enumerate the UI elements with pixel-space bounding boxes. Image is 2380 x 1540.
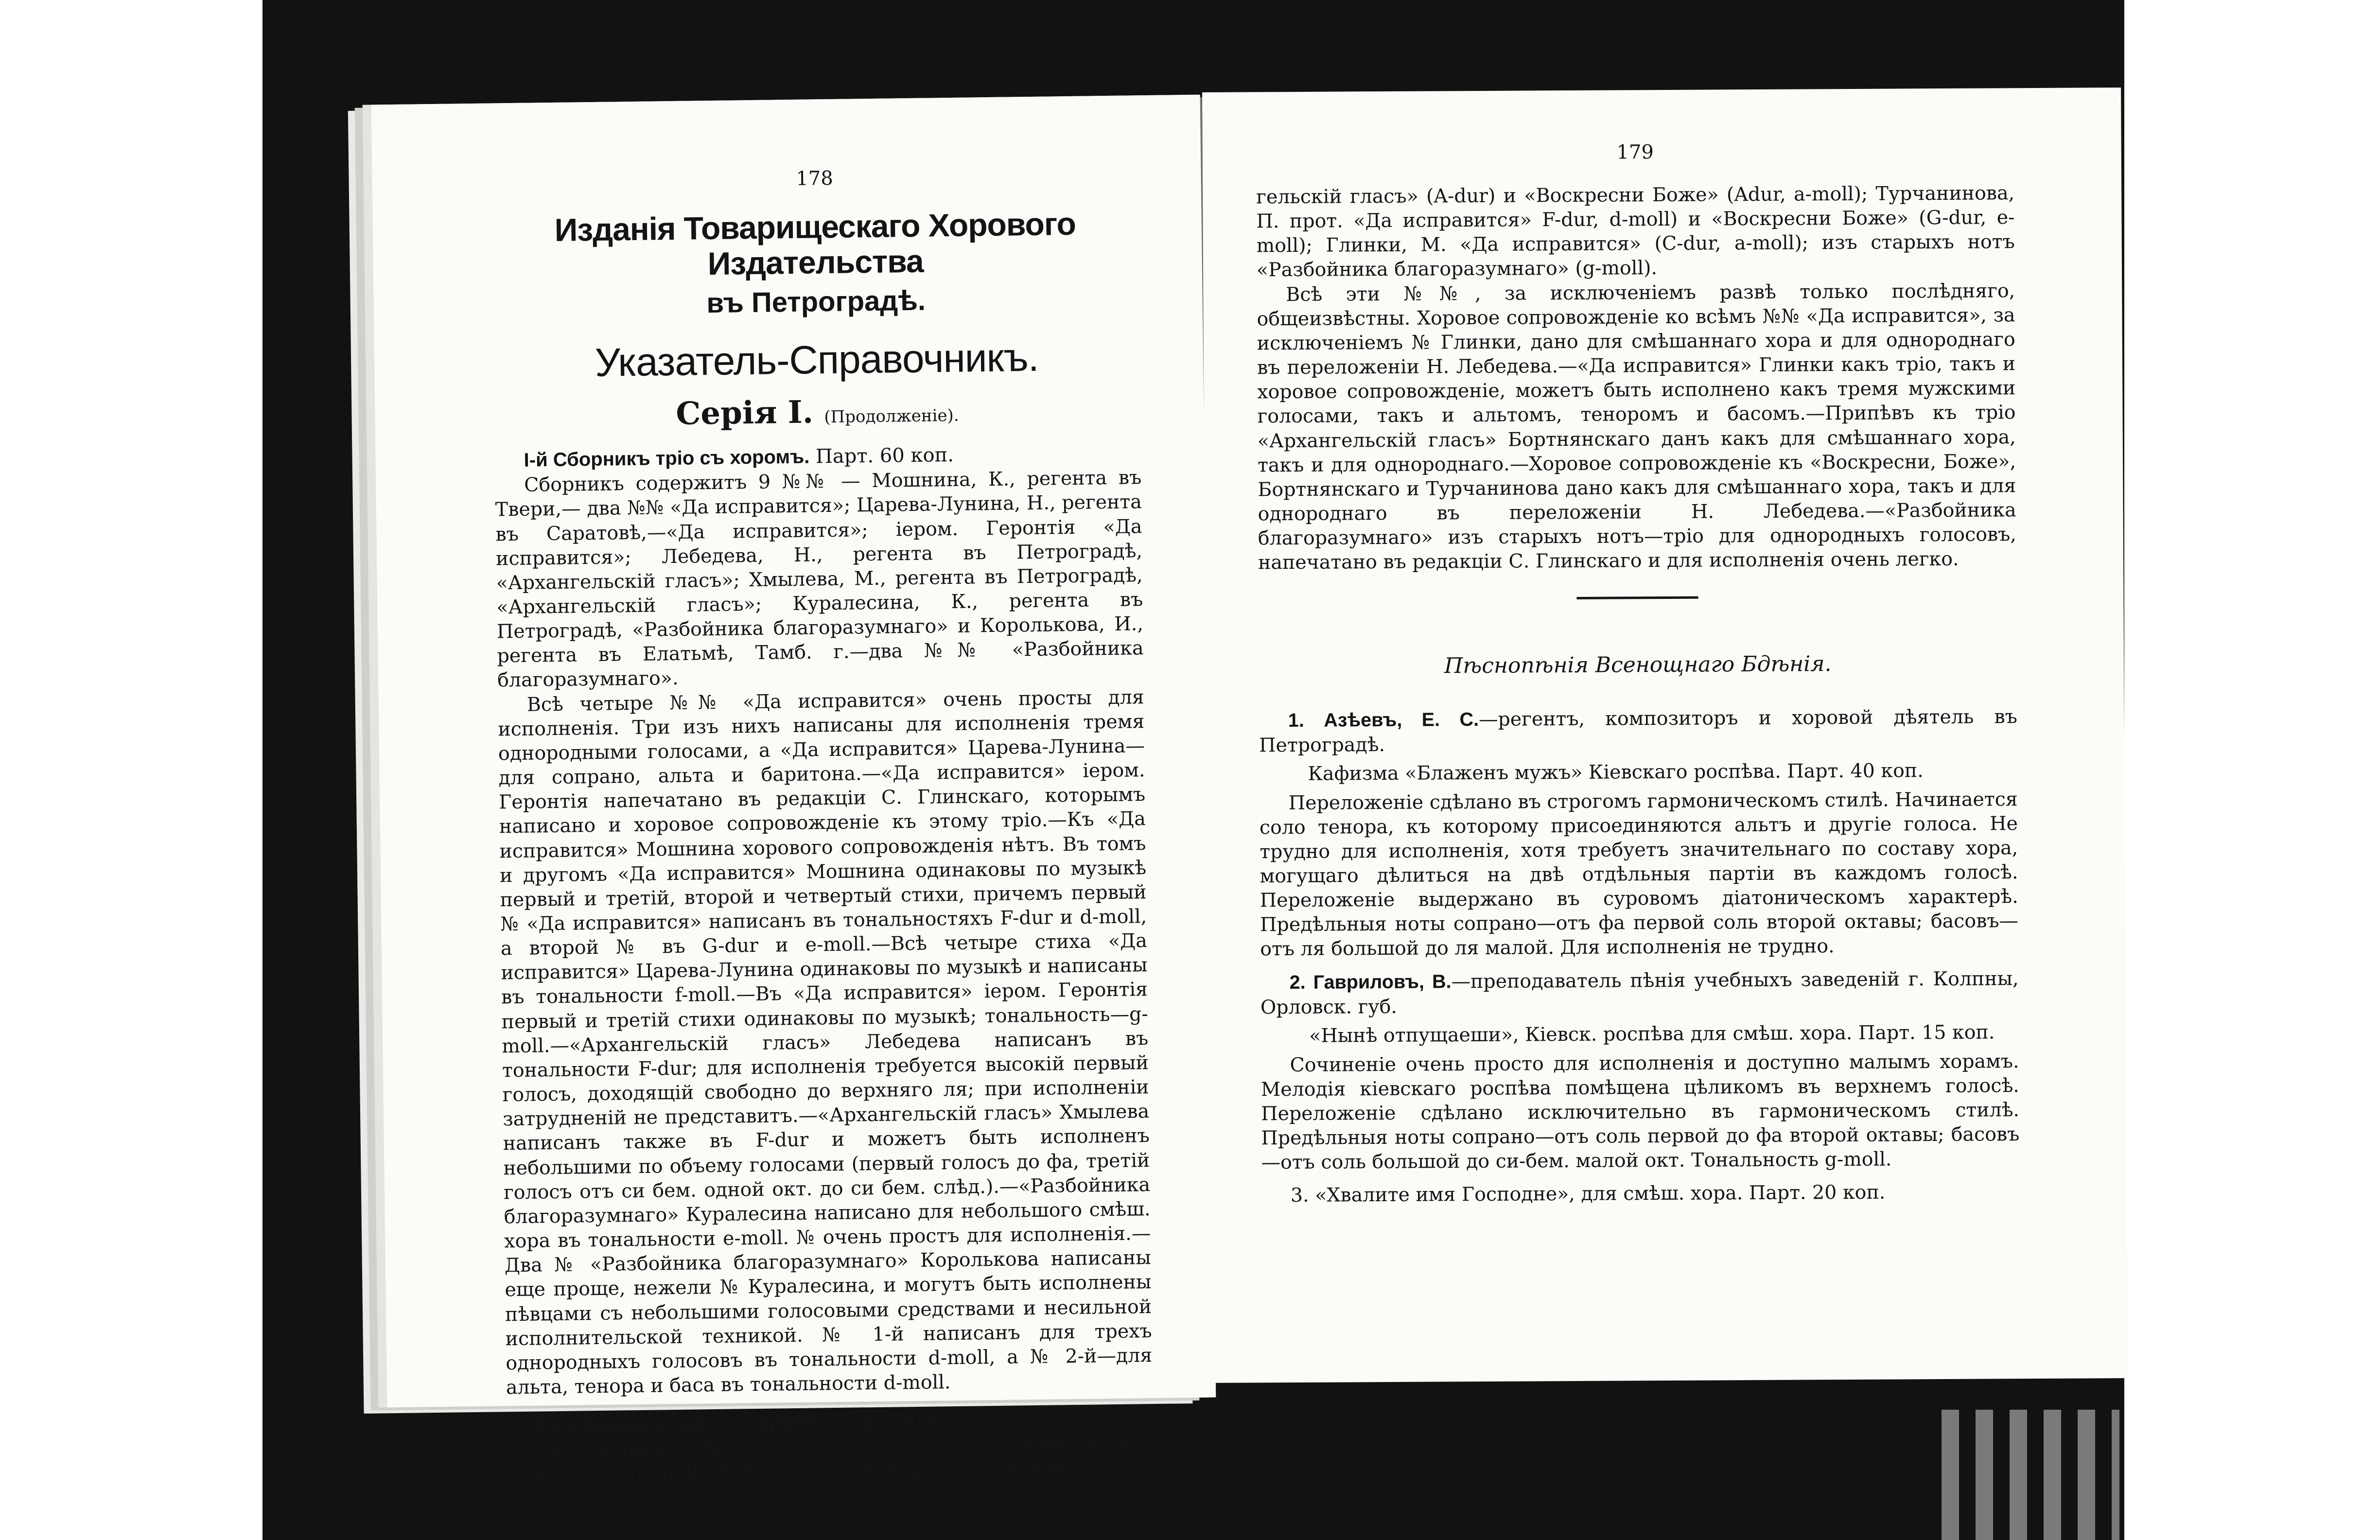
right-page-content bbox=[1256, 139, 2020, 1208]
collection-price: Парт. 60 коп. bbox=[833, 1409, 971, 1434]
work-description: Сочиненіе очень просто для исполненія и доступно малымъ хорамъ. Мелодія кіевскаго роспѣва помѣщена цѣликомъ въ верхнемъ голосѣ. Переложеніе сдѣлано исключительно въ гармоническомъ стилѣ. Предѣльныя ноты сопрано—отъ соль первой до фа второй октавы; басовъ—отъ соль большой до си-бем. малой окт. Тональность g-moll. bbox=[1260, 1050, 2020, 1174]
left-page-content bbox=[491, 163, 1154, 1487]
composer-name: 1. Азѣевъ, Е. С. bbox=[1288, 708, 1479, 731]
collection-contents: Сборникъ содержитъ 9 №№ — Мошнина, К., регента въ Твери,— два №№ «Да исправится»; Царева-Лунина, Н., регента въ Саратовѣ,—«Да исправится»; іером. Геронтія «Да исправится»; Лебедева, Н., регента въ Петроградѣ, «Архангельскій гласъ»; Хмылева, М., регента въ Петроградѣ, «Архангельскій гласъ»; Куралесина, К., регента въ Петроградѣ, «Разбойника благоразумнаго» и Королькова, И., регента въ Елатьмѣ, Тамб. г.—два №№ «Разбойника благоразумнаго». bbox=[495, 466, 1144, 692]
publisher-city: въ Петроградѣ. bbox=[706, 284, 926, 319]
index-title: Указатель-Справочникъ. bbox=[595, 335, 1039, 385]
work-listing: Кафизма «Блаженъ мужъ» Кіевскаго роспѣва. Парт. 40 коп. bbox=[1308, 759, 1924, 786]
section-divider bbox=[1577, 596, 1698, 599]
work-listing: 3. «Хвалите имя Господне», для смѣш. хора. Парт. 20 коп. bbox=[1290, 1181, 1886, 1207]
series-note: (Продолженіе). bbox=[824, 405, 959, 427]
collection-description: Всѣ четыре №№ «Да исправится» очень просты для исполненія. Три изъ нихъ написаны для исполненія тремя однородными голосами, а «Да исправится» Царева-Лунина—для сопрано, альта и баритона.—«Да исправится» іером. Геронтія напечатано въ редакціи С. Глинскаго, которымъ написано и хоровое сопровожденіе къ этому тріо.—Къ «Да исправится» Мошнина хорового сопровожденія нѣтъ. Въ томъ и другомъ «Да исправится» Мошнина одинаковы по музыкѣ первый и третій, второй и четвертый стихи, причемъ первый № «Да исправится» написанъ въ тональностяхъ F-dur и d-moll, а второй № въ G-dur и e-moll.—Всѣ четыре стиха «Да исправится» Царева-Лунина одинаковы по музыкѣ и написаны въ тональности f-moll.—Въ «Да исправится» іером. Геронтія первый и третій стихи одинаковы по музыкѣ; тональность—g-moll.—«Архангельскій гласъ» Лебедева написанъ въ тональности F-dur; для исполненія требуется высокій первый голосъ, доходящій свободно до верхняго ля; при исполненіи затрудненій не представитъ.—«Архангельскій гласъ» Хмылева написанъ также въ F-dur и можетъ быть исполненъ небольшими по объему голосами (первый голосъ до фа, третій голосъ отъ си бем. одной окт. до си бем. слѣд.).—«Разбойника благоразумнаго» Куралесина написано для небольшого смѣш. хора въ тональности e-moll. № очень простъ для исполненія.—Два № «Разбойника благоразумнаго» Королькова написаны еще проще, нежели № Куралесина, и могутъ быть исполнены пѣвцами съ небольшими голосовыми средствами и несильной исполнительской техникой. № 1-й написанъ для трехъ однородныхъ голосовъ въ тональности d-moll, а № 2-й—для альта, тенора и баса въ тональности d-moll. bbox=[498, 685, 1153, 1399]
left-page bbox=[371, 95, 1216, 1487]
page-number: 179 bbox=[1616, 141, 1654, 164]
composer-entry bbox=[1260, 966, 2019, 1020]
composer-bio: —регентъ, композиторъ и хоровой дѣятель въ Петроградѣ. bbox=[1259, 705, 2017, 757]
composer-name: 2. Гавриловъ, В. bbox=[1289, 970, 1452, 993]
series-heading bbox=[494, 390, 1141, 434]
series-label: Серія I. bbox=[676, 394, 814, 433]
work-description: Переложеніе сдѣлано въ строгомъ гармоническомъ стилѣ. Начинается соло тенора, къ которому присоединяются альтъ и другіе голоса. Не трудно для исполненія, хотя требуетъ значительнаго по составу хора, могущаго дѣлиться на двѣ отдѣльныя партіи въ каждомъ голосѣ. Переложеніе выдержано въ суровомъ діатоническомъ характерѣ. Предѣльныя ноты сопрано—отъ фа первой соль второй октавы; басовъ—отъ ля большой до ля малой. Для исполненія не трудно. bbox=[1259, 788, 2019, 961]
composer-bio: —преподаватель пѣнія учебныхъ заведеній г. Колпны, Орловск. губ. bbox=[1260, 967, 2019, 1019]
collection-price: Парт. 60 коп. bbox=[815, 444, 954, 468]
collection-title: I-й Сборникъ тріо съ хоромъ. bbox=[524, 446, 810, 471]
publisher-title: Изданія Товарищескаго Хорового Издательства bbox=[554, 205, 1076, 281]
work-listing: «Нынѣ отпущаеши», Кіевск. роспѣва для смѣш. хора. Парт. 15 коп. bbox=[1309, 1021, 1995, 1048]
collection-description: Всѣ эти №№, за исключеніемъ развѣ только послѣдняго, общеизвѣстны. Хоровое сопровожденіе ко всѣмъ №№ «Да исправится», за исключеніемъ № Глинки, дано для смѣшаннаго хора и для однороднаго въ переложеніи Н. Лебедева.—«Да исправится» Глинки какъ тріо, такъ и хоровое сопровожденіе, можетъ быть исполнено какъ тремя мужскими голосами, такъ и альтомъ, теноромъ и басомъ.—Припѣвъ къ тріо «Архангельскій гласъ» Бортнянскаго данъ какъ для смѣшаннаго хора, такъ и для однороднаго.—Хоровое сопровожденіе къ «Воскресни, Боже», Бортнянскаго и Турчанинова дано какъ для смѣшаннаго хора, такъ и для однороднаго въ переложеніи Н. Лебедева.—«Разбойника благоразумнаго» изъ старыхъ нотъ—тріо для однородныхъ голосовъ, напечатано въ редакціи С. Глинскаго и для исполненія очень легко. bbox=[1257, 279, 2016, 574]
page-number: 178 bbox=[796, 167, 834, 190]
continued-contents: гельскій гласъ» (A-dur) и «Воскресни Боже» (Adur, a-moll); Турчанинова, П. прот. «Да исправится» F-dur, d-moll) и «Воскресни Боже» (G-dur, e-moll); Глинки, М. «Да исправится» (C-dur, a-moll); изъ старыхъ нотъ «Разбойника благоразумнаго» (g-moll). bbox=[1256, 182, 2015, 281]
right-page bbox=[1202, 88, 2128, 1383]
section-title: Пѣснопѣнія Всенощнаго Бдѣнія. bbox=[1444, 651, 1832, 678]
collection-title: II-й Сборникъ тріо съ хоромъ. bbox=[535, 1411, 827, 1436]
collection-contents: Въ сборникѣ 10 №№: Бортнянскаго Д. «Да исправится» № 1 (F-dur), № 2 (g-moll), № 3 (d-moll) и № 4 (g-moll), «Архан- bbox=[507, 1432, 1154, 1487]
film-perforations bbox=[1925, 1410, 2119, 1540]
composer-entry bbox=[1259, 704, 2018, 758]
